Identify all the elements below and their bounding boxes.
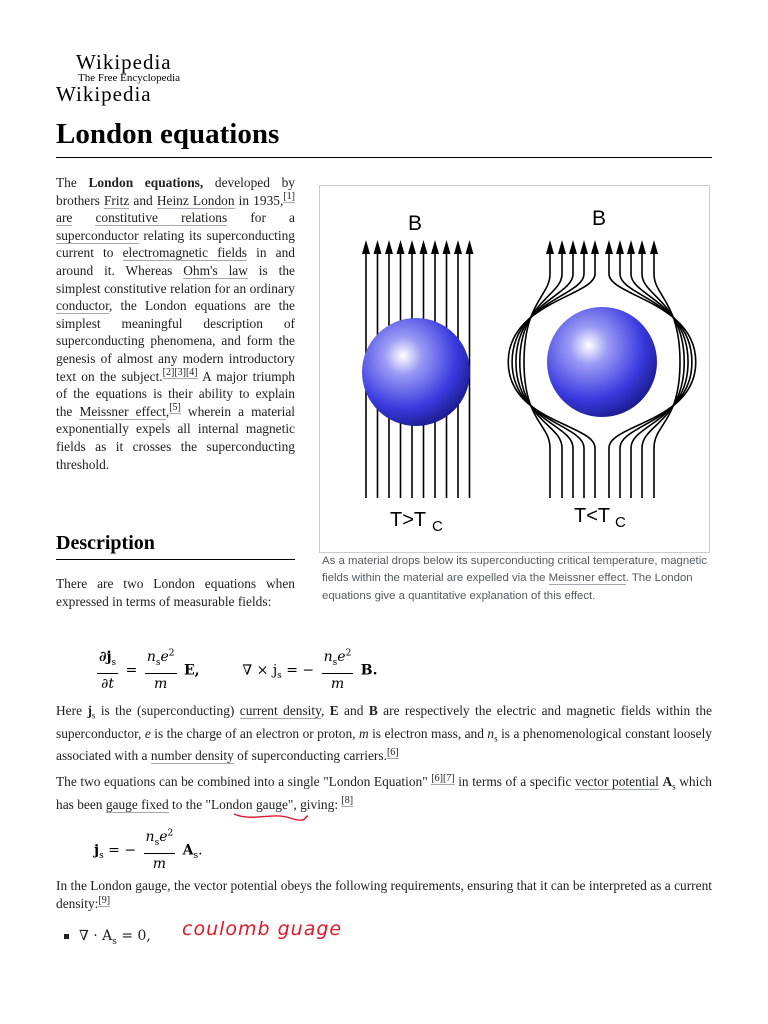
sphere-superconducting — [547, 307, 657, 417]
label-t-less-sub: C — [615, 514, 626, 531]
logo-tagline: The Free Encyclopedia — [78, 72, 181, 84]
description-paragraph: There are two London equations when expressed in terms of measurable fields: — [56, 576, 295, 609]
ref-2-3-4[interactable]: [2][3][4] — [162, 367, 198, 379]
intro-bold-term: London equations, — [88, 175, 204, 190]
field-arrow-expelled — [616, 240, 624, 254]
gauge-requirements-paragraph: In the London gauge, the vector potential obeys the following requirements, ensuring that it can be interpreted as a current density:[9] — [56, 878, 712, 911]
ref-8[interactable]: [8] — [341, 795, 354, 807]
london-gauge-paragraph: The two equations can be combined into a single "London Equation" [6][7] in terms of a specific vector potential $A_s$ which has been gauge fixed to the "London gauge", giving: [8] — [56, 772, 712, 812]
field-arrow-normal — [420, 240, 428, 254]
meissner-diagram — [320, 186, 709, 552]
field-arrow-normal — [431, 240, 439, 254]
link-heinz-london[interactable]: Heinz London — [156, 192, 235, 208]
link-gauge-fixed[interactable]: gauge fixed — [105, 796, 169, 812]
link-current-density[interactable]: current density — [239, 703, 321, 718]
label-t-less: T<T — [574, 505, 611, 527]
link-electromagnetic-fields[interactable]: electromagnetic fields — [122, 245, 247, 261]
link-ohms-law[interactable]: Ohm's law — [183, 262, 248, 278]
london-equation-combined: $j_s$ = − $\frac{n_se^2}{m}$ $A_s$. — [94, 828, 203, 872]
ref-1[interactable]: [1] — [283, 191, 295, 203]
list-item-divergence: ∇ · $A_s = 0$, — [79, 928, 151, 947]
intro-paragraph: The London equations, developed by brothers Fritz and Heinz London in 1935,[1] are constitutive relations for a superconductor relating its superconducting current to electromagnetic fields in and around it. Whereas Ohm's law is the simplest constitutive relation for an ordinary conductor, the London equations are the simplest meaningful description of superconducting phenomena, and form the genesis of almost any modern introductory text on the subject.[2][3][4] A major triumph of the equations is their ability to explain the Meissner effect,[5] wherein a material exponentially expels all internal magnetic fields as it crosses the superconducting threshold. — [56, 175, 296, 472]
ref-5[interactable]: [5] — [169, 402, 181, 414]
field-arrow-expelled — [627, 240, 635, 254]
wikipedia-logo[interactable] — [56, 50, 236, 106]
list-bullet — [64, 934, 69, 939]
field-arrow-normal — [454, 240, 462, 254]
field-arrow-normal — [362, 240, 370, 254]
meissner-figure[interactable] — [319, 185, 710, 553]
field-arrow-expelled — [569, 240, 577, 254]
field-arrow-expelled — [558, 240, 566, 254]
field-arrow-expelled — [650, 240, 658, 254]
field-arrow-expelled — [546, 240, 554, 254]
field-arrow-normal — [385, 240, 393, 254]
link-number-density[interactable]: number density — [150, 748, 234, 764]
definitions-paragraph: Here $j_s$ is the (superconducting) current density, E and B are respectively the electric and magnetic fields within the superconductor, e is the charge of an electron or proton, m is electron mass, and $n_s$ is a phenomenological constant loosely associated with a number density of superconducting carriers.[6] — [56, 703, 712, 764]
field-arrow-expelled — [580, 240, 588, 254]
ref-6[interactable]: [6] — [386, 746, 399, 758]
figure-caption: As a material drops below its superconducting critical temperature, magnetic fields within the material are expelled via the Meissner effect. The London equations give a quantitative explanation of this effect. — [322, 555, 707, 602]
link-constitutive-relations[interactable]: constitutive relations — [95, 210, 228, 226]
field-arrow-expelled — [591, 240, 599, 254]
sphere-normal — [362, 318, 470, 426]
link-fritz[interactable]: Fritz — [103, 192, 130, 208]
link-are[interactable]: are — [56, 210, 73, 226]
link-meissner-effect[interactable]: Meissner effect — [79, 403, 166, 419]
logo-wordmark: Wikipedia — [76, 50, 172, 74]
link-vector-potential[interactable]: vector potential — [575, 774, 659, 789]
ref-6-7[interactable]: [6][7] — [431, 772, 455, 784]
field-arrow-normal — [408, 240, 416, 254]
field-arrow-expelled — [638, 240, 646, 254]
london-equations-pair: $\frac{\partial j_s}{\partial t}$ = $\frac{n_se^2}{m}$ E, ∇ × $j_s$ = − $\frac{n_se^2}{m}$ B. — [99, 648, 378, 692]
label-b-left: B — [408, 212, 423, 235]
section-heading-description: Description — [56, 532, 295, 560]
page-title: London equations — [56, 118, 712, 158]
field-arrow-normal — [443, 240, 451, 254]
handwritten-annotation: coulomb guage — [182, 918, 343, 940]
handwritten-underline — [232, 810, 310, 822]
field-line-expelled — [524, 248, 550, 498]
logo-wordmark-secondary: Wikipedia — [56, 82, 152, 106]
label-t-greater-sub: C — [432, 518, 443, 535]
caption-link-meissner[interactable]: Meissner effect — [548, 572, 626, 585]
field-line-expelled — [654, 248, 680, 498]
link-conductor[interactable]: conductor — [56, 298, 110, 314]
field-arrow-normal — [374, 240, 382, 254]
field-arrow-normal — [466, 240, 474, 254]
label-t-greater: T>T — [390, 509, 427, 531]
field-arrow-normal — [397, 240, 405, 254]
label-b-right: B — [592, 207, 607, 230]
requirements-list — [64, 928, 151, 947]
ref-9[interactable]: [9] — [98, 894, 111, 906]
link-superconductor[interactable]: superconductor — [56, 227, 139, 243]
field-arrow-expelled — [605, 240, 613, 254]
